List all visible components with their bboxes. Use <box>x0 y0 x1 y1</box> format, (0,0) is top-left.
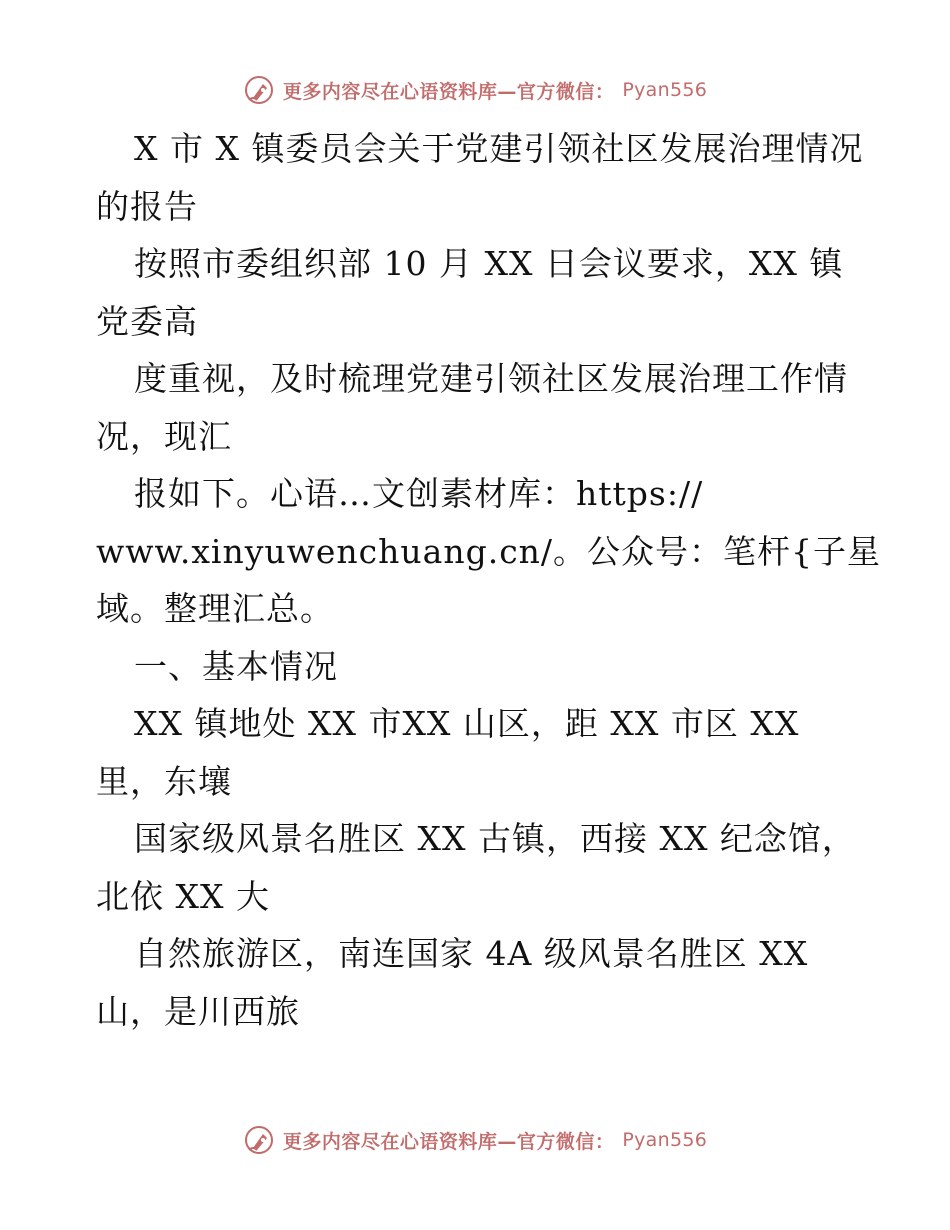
paragraph-line: 党委高 <box>96 301 198 341</box>
paragraph-line: 山，是川西旅 <box>96 991 300 1031</box>
pen-nib-logo-icon <box>243 1124 275 1156</box>
banner-wechat-id: Pyan556 <box>622 1129 708 1151</box>
paragraph-line: 自然旅游区，南连国家 4A 级风景名胜区 XX <box>134 934 809 973</box>
paragraph-line: www.xinyuwenchuang.cn/。公众号：笔杆{子星 <box>96 531 882 571</box>
banner-promo-text: 更多内容尽在心语资料库—官方微信： <box>282 1130 615 1153</box>
banner-promo-text: 更多内容尽在心语资料库—官方微信： <box>282 80 615 103</box>
title-line-2: 的报告 <box>96 186 198 226</box>
paragraph-line: 国家级风景名胜区 XX 古镇，西接 XX 纪念馆， <box>134 819 856 858</box>
paragraph-line: XX 镇地处 XX 市XX 山区，距 XX 市区 XX <box>134 704 800 743</box>
paragraph-line: 域。整理汇总。 <box>96 589 334 628</box>
header-banner <box>0 70 950 110</box>
title-line-1: X 市 X 镇委员会关于党建引领社区发展治理情况 <box>134 129 864 168</box>
paragraph-line: 北依 XX 大 <box>96 876 270 916</box>
footer-banner <box>0 1120 950 1160</box>
section-heading: 一、基本情况 <box>134 646 338 686</box>
paragraph-line: 况，现汇 <box>96 416 232 456</box>
document-body <box>96 120 896 1040</box>
paragraph-line: 度重视，及时梳理党建引领社区发展治理工作情 <box>134 359 848 398</box>
paragraph-line: 按照市委组织部 10 月 XX 日会议要求，XX 镇 <box>134 244 844 283</box>
pen-nib-logo-icon <box>243 74 275 106</box>
paragraph-line: 里，东壤 <box>96 761 232 801</box>
paragraph-line: 报如下。心语…文创素材库：https:// <box>134 474 704 513</box>
banner-wechat-id: Pyan556 <box>622 79 708 101</box>
